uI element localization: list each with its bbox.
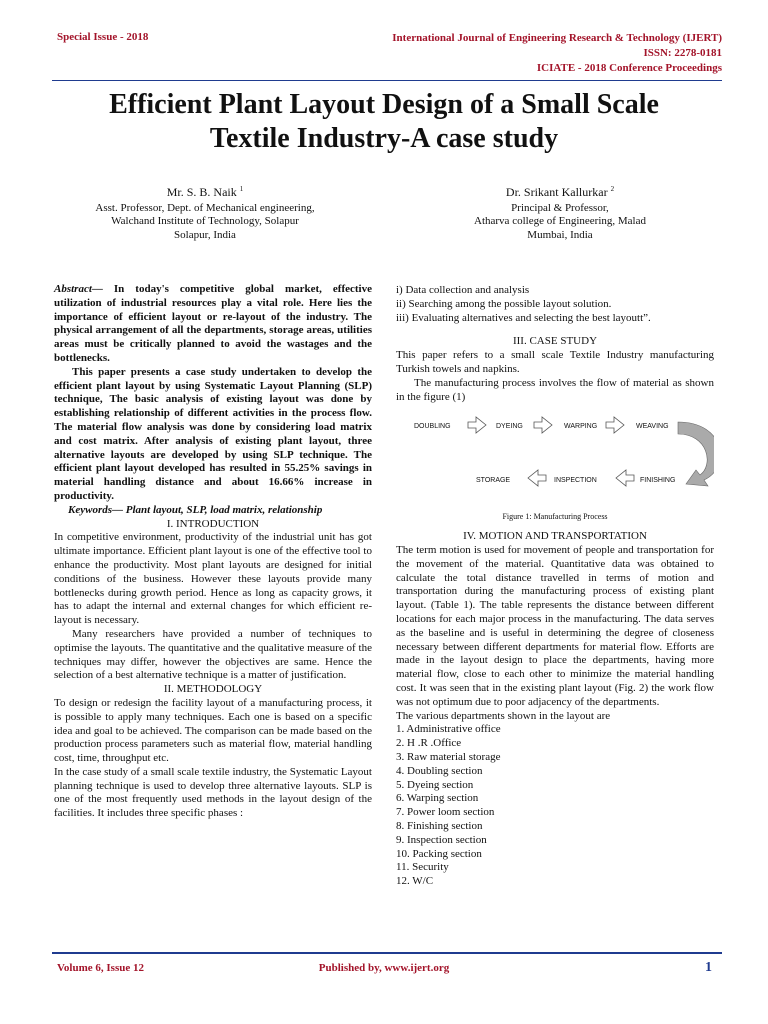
arrow-dyeing-warping — [534, 417, 552, 433]
page-number: 1 — [705, 960, 712, 975]
header-divider — [52, 80, 722, 81]
section-1-heading: I. INTRODUCTION — [166, 517, 260, 530]
author-2 — [420, 183, 700, 242]
section-1-p1: In competitive environment, productivity of the industrial unit has got ultimate importance. Efficient plant layout is one of the effective tool to enhance the productivity. Most plant layouts are designed for initial conditions of the business. However these layouts provide many bottlenecks during growth period. Hence as long as capacity grows, it has to adapt the internal and external changes for which efficient re-layout is necessary. — [54, 531, 372, 627]
footer-publisher[interactable]: Published by, www.ijert.org — [318, 962, 450, 974]
title-line-1: Efficient Plant Layout Design of a Small Scale — [109, 89, 659, 120]
abstract-p2: This paper presents a case study undertaken to develop the efficient plant layout by using Systematic Layout Planning (SLP) technique, The basic analysis of existing layout was done by establishing relationship of different activities in the process flow. The material flow analysis was done by considering load matrix and cost matrix. After analysis of existing plant layout, three alternative layouts are developed by using SLP technique. The efficient plant layout developed has resulted in 55.25% savings in material handling distance and about 16.66% increase in productivity. — [54, 365, 372, 502]
label-storage: STORAGE — [476, 477, 511, 485]
header-issn: ISSN: 2278-0181 — [643, 47, 722, 59]
author-2-name-line — [420, 183, 700, 200]
phase-item: iii) Evaluating alternatives and selecting the best layoutt”. — [396, 311, 651, 324]
keywords: Keywords— Plant layout, SLP, load matrix, relationship — [68, 503, 323, 516]
section-4-heading: IV. MOTION AND TRANSPORTATION — [463, 530, 647, 543]
arrow-warping-weaving — [606, 417, 624, 433]
figure-1-caption: Figure 1: Manufacturing Process — [502, 512, 608, 522]
label-finishing: FINISHING — [640, 477, 676, 485]
section-2-heading: II. METHODOLOGY — [163, 683, 263, 696]
section-1-p2: Many researchers have provided a number of techniques to optimise the layouts. The quantitative and the qualitative measure of the techniques may differ, however the objectives are same. Hence the selection of a best alternative technique is a matter of justification. — [54, 627, 372, 682]
author-1-sup: 1 — [239, 185, 244, 193]
author-2-line1: Principal & Professor, — [511, 201, 609, 214]
header-journal: International Journal of Engineering Research & Technology (IJERT) — [392, 32, 722, 44]
department-list — [396, 723, 714, 889]
department-item: 8. Finishing section — [396, 819, 483, 832]
section-4-p1: The term motion is used for movement of people and transportation for the movement of the material. Quantitative data was obtained to calculate the total distance travelled in terms of motion and transportation during the manufacturing process of existing plant layout. (Table 1). The table represents the distance between different locations for each major process in the manufacturing. The data serves as the baseline and is useful in determining the degree of closeness necessary between different departments for material flow. Efforts are made in the layout design to place the departments, having more material flow, close to each other to minimize the material handling cost. It was seen that in the existing plant layout (Fig. 2) the work flow was not optimum due to poor adjacency of the departments. — [396, 543, 714, 708]
right-column — [396, 284, 714, 889]
phase-list — [396, 284, 714, 325]
author-1 — [60, 183, 350, 242]
department-item: 5. Dyeing section — [396, 778, 474, 791]
title-line-2: Textile Industry-A case study — [209, 123, 559, 154]
arrow-finishing-inspection — [616, 470, 634, 486]
author-1-line2: Walchand Institute of Technology, Solapur — [111, 215, 299, 227]
abstract-label: Abstract— — [54, 283, 103, 295]
author-2-sup: 2 — [610, 185, 615, 193]
header-issue: Special Issue - 2018 — [57, 31, 149, 43]
footer-divider — [52, 952, 722, 954]
department-item: 2. H .R .Office — [396, 737, 462, 750]
abstract-p1 — [54, 283, 372, 366]
department-item: 1. Administrative office — [396, 723, 501, 736]
paper-title — [40, 88, 728, 156]
header-journal-info — [392, 31, 722, 76]
department-item: 4. Doubling section — [396, 764, 483, 777]
left-column — [54, 283, 372, 821]
author-1-name-line — [60, 183, 350, 200]
manufacturing-process-figure — [396, 410, 714, 510]
section-2-p1: To design or redesign the facility layout of a manufacturing process, it is possible to apply many techniques. Each one is based on a specific idea and goal to be achieved. The comparison can be made based on the production process parameters such as material flow, material handling cost, time, throughput etc. — [54, 696, 372, 765]
footer-volume: Volume 6, Issue 12 — [57, 962, 144, 974]
department-item: 6. Warping section — [396, 792, 479, 805]
curved-arrow-weaving-finishing — [678, 422, 714, 486]
abstract-text-1: In today's competitive global market, effective utilization of industrial resources play a vital role. Here lies the importance of efficient layout or re-layout of the industry. The physical arrangement of all the departments, storage areas, utilities areas must be critically planned to avoid the wastages and the bottlenecks. — [54, 283, 372, 364]
author-1-name: Mr. S. B. Naik — [166, 185, 237, 199]
label-warping: WARPING — [564, 423, 598, 431]
label-weaving: WEAVING — [636, 423, 669, 431]
phase-item: ii) Searching among the possible layout solution. — [396, 297, 612, 310]
author-1-line1: Asst. Professor, Dept. of Mechanical engineering, — [95, 201, 315, 214]
section-3-heading: III. CASE STUDY — [512, 335, 598, 348]
department-item: 11. Security — [396, 861, 449, 874]
author-2-name: Dr. Srikant Kallurkar — [505, 185, 608, 199]
department-item: 10. Packing section — [396, 847, 482, 860]
arrow-doubling-dyeing — [468, 417, 486, 433]
author-2-line2: Atharva college of Engineering, Malad — [474, 215, 646, 227]
arrow-inspection-storage — [528, 470, 546, 486]
section-3-p1: This paper refers to a small scale Textile Industry manufacturing Turkish towels and napkins. — [396, 349, 714, 375]
header-proceedings: ICIATE - 2018 Conference Proceedings — [536, 62, 722, 74]
section-3-p2: The manufacturing process involves the flow of material as shown in the figure (1) — [396, 376, 714, 403]
label-doubling: DOUBLING — [414, 423, 451, 431]
section-4-p2: The various departments shown in the layout are — [396, 709, 611, 722]
department-item: 3. Raw material storage — [396, 750, 501, 763]
phase-item: i) Data collection and analysis — [396, 284, 530, 296]
author-2-line3: Mumbai, India — [527, 228, 593, 241]
label-dyeing: DYEING — [496, 423, 523, 431]
department-item: 12. W/C — [396, 875, 434, 888]
department-item: 7. Power loom section — [396, 806, 495, 819]
author-1-line3: Solapur, India — [174, 228, 236, 241]
label-inspection: INSPECTION — [554, 477, 597, 485]
section-2-p2: In the case study of a small scale textile industry, the Systematic Layout planning technique is used to develop three alternative layouts. SLP is one of the most frequently used methods in the layout design of the facilities. It includes three specific phases : — [54, 765, 372, 820]
department-item: 9. Inspection section — [396, 833, 487, 846]
